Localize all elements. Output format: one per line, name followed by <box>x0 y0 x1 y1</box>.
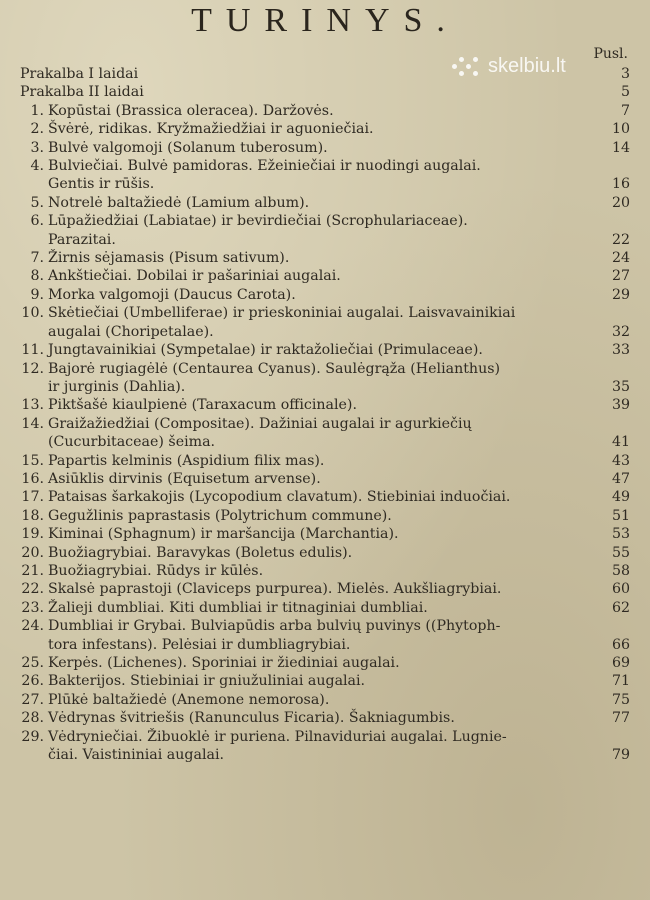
toc-entry-number: 10. <box>21 305 44 322</box>
toc-entry-number: 23. <box>21 599 44 616</box>
toc-entry-title <box>20 396 630 414</box>
toc-entry-title-line: Morka valgomoji (Daucus Carota). <box>48 286 296 303</box>
toc-entry-title-line: Buožiagrybiai. Rūdys ir kūlės. <box>48 562 264 579</box>
toc-entry-title <box>20 139 630 157</box>
toc-entry-page: 53 <box>611 526 630 543</box>
toc-entry-number: 29. <box>21 728 44 745</box>
page-column-label: Pusl. <box>593 46 628 62</box>
toc-entry-number: 17. <box>21 489 44 506</box>
toc-entry-title-line: augalai (Choripetalae). <box>48 323 214 340</box>
toc-entry-title <box>20 672 630 690</box>
toc-entry <box>20 525 630 543</box>
toc-entry-title-line: Vėdryniečiai. Žibuoklė ir puriena. Pilnaviduriai augalai. Lugnie- <box>48 728 507 745</box>
toc-entry-title <box>20 654 630 672</box>
toc-entry-page: 55 <box>611 544 630 561</box>
toc-entry-title-line: Parazitai. <box>48 231 116 248</box>
toc-entry <box>20 617 630 654</box>
toc-entry-number: 8. <box>30 268 44 285</box>
toc-entry-title-line: Skalsė paprastoji (Claviceps purpurea). Mielės. Aukšliagrybiai. <box>48 581 502 598</box>
toc-entry-page: 32 <box>611 323 630 340</box>
toc-entry <box>20 507 630 525</box>
toc-entry-title <box>20 507 630 525</box>
toc-entry-title <box>20 194 630 212</box>
toc-entry <box>20 396 630 414</box>
toc-entry-title-line: Notrelė baltažiedė (Lamium album). <box>48 194 310 211</box>
toc-entry <box>20 488 630 506</box>
toc-entry <box>20 267 630 285</box>
toc-entry <box>20 562 630 580</box>
toc-entry-title-line: Graižažiedžiai (Compositae). Dažiniai augalai ir agurkiečių <box>48 415 472 432</box>
toc-entry-number: 26. <box>21 673 44 690</box>
toc-entry <box>20 304 630 341</box>
toc-entry <box>20 65 630 83</box>
toc-entry-page: 60 <box>611 581 630 598</box>
toc-entry <box>20 212 630 249</box>
toc-entry-number: 20. <box>21 544 44 561</box>
toc-entry-page: 29 <box>611 286 630 303</box>
toc-entry-page: 62 <box>611 599 630 616</box>
toc-entry <box>20 83 630 101</box>
toc-entry <box>20 654 630 672</box>
toc-entry-number: 21. <box>21 562 44 579</box>
toc-entry-number: 11. <box>21 342 44 359</box>
toc-entry-title-line: Dumbliai ir Grybai. Bulviapūdis arba bulvių puvinys ((Phytoph- <box>48 618 501 635</box>
toc-entry-title-line: Bajorė rugiagėlė (Centaurea Cyanus). Saulėgrąža (Helianthus) <box>48 360 501 377</box>
toc-entry <box>20 709 630 727</box>
toc-entry <box>20 120 630 138</box>
toc-entry-title <box>20 415 630 452</box>
toc-entry-number: 16. <box>21 470 44 487</box>
toc-entry <box>20 470 630 488</box>
toc-entry-page: 33 <box>611 342 630 359</box>
toc-entry-title-line: ir jurginis (Dahlia). <box>48 378 186 395</box>
toc-entry-title <box>20 470 630 488</box>
toc-entry-page: 20 <box>611 194 630 211</box>
toc-entry-title-line: Gentis ir rūšis. <box>48 176 155 193</box>
toc-entry-title <box>20 452 630 470</box>
toc-entry-title-line: Gegužlinis paprastasis (Polytrichum commune). <box>48 507 392 524</box>
toc-entry-page: 22 <box>611 231 630 248</box>
toc-entry-number: 6. <box>30 213 44 230</box>
toc-entry-number: 25. <box>21 655 44 671</box>
toc-entry-number: 14. <box>21 415 44 432</box>
toc-entry-page: 75 <box>611 691 630 708</box>
toc-entry-title <box>20 488 630 506</box>
toc-entry-title-line: Kopūstai (Brassica oleracea). Daržovės. <box>48 102 334 119</box>
toc-entry-number: 13. <box>21 397 44 414</box>
toc-entry-page: 58 <box>611 562 630 579</box>
toc-entry <box>20 691 630 709</box>
table-of-contents <box>20 65 630 764</box>
toc-entry-title <box>20 728 630 765</box>
toc-entry <box>20 599 630 617</box>
toc-entry-number: 5. <box>30 194 44 211</box>
toc-entry-title-line: Asiūklis dirvinis (Equisetum arvense). <box>48 470 321 487</box>
toc-entry-title <box>20 617 630 654</box>
toc-entry <box>20 102 630 120</box>
toc-entry <box>20 194 630 212</box>
toc-entry-page: 66 <box>611 636 630 653</box>
toc-entry-title <box>20 544 630 562</box>
toc-entry-page: 51 <box>611 507 630 524</box>
toc-entry-title-line: Bulvė valgomoji (Solanum tuberosum). <box>48 139 328 156</box>
toc-entry-page: 7 <box>620 102 630 119</box>
toc-entry-number: 1. <box>30 102 44 119</box>
toc-entry-number: 4. <box>30 158 44 175</box>
toc-entry-title <box>20 286 630 304</box>
toc-entry-title <box>20 83 630 101</box>
toc-entry-title <box>20 599 630 617</box>
toc-entry-number: 9. <box>30 286 44 303</box>
toc-entry-title-line: Lūpažiedžiai (Labiatae) ir bevirdiečiai (Scrophulariaceae). <box>48 213 468 230</box>
toc-entry-title <box>20 691 630 709</box>
toc-entry-page: 35 <box>611 378 630 395</box>
watermark-text: skelbiu.lt <box>488 55 566 77</box>
toc-entry-number: 24. <box>21 618 44 635</box>
toc-entry-title-line: Bakterijos. Stiebiniai ir gniužuliniai augalai. <box>48 673 366 690</box>
toc-entry-number: 3. <box>30 139 44 156</box>
toc-entry-number: 2. <box>30 121 44 138</box>
toc-entry-title <box>20 709 630 727</box>
toc-entry-title <box>20 580 630 598</box>
page-title: TURINYS. <box>191 2 459 39</box>
toc-entry-title <box>20 562 630 580</box>
toc-entry-title <box>20 120 630 138</box>
toc-entry-title-line: Kerpės. (Lichenes). Sporiniai ir žiediniai augalai. <box>48 655 400 671</box>
toc-entry-title-line: Bulviečiai. Bulvė pamidoras. Ežeiniečiai ir nuodingi augalai. <box>48 158 481 175</box>
toc-entry <box>20 452 630 470</box>
toc-entry-title <box>20 360 630 397</box>
toc-entry-title-line: Prakalba II laidai <box>20 84 144 101</box>
toc-entry-page: 49 <box>611 489 630 506</box>
toc-entry-page: 3 <box>620 66 630 82</box>
toc-entry-number: 22. <box>21 581 44 598</box>
toc-entry-title-line: čiai. Vaistininiai augalai. <box>48 747 224 764</box>
toc-entry-title <box>20 341 630 359</box>
toc-entry-page: 16 <box>611 176 630 193</box>
toc-entry-number: 12. <box>21 360 44 377</box>
toc-entry-number: 28. <box>21 710 44 727</box>
toc-entry-title-line: Žalieji dumbliai. Kiti dumbliai ir titnaginiai dumbliai. <box>48 599 428 616</box>
toc-entry <box>20 580 630 598</box>
toc-entry-page: 77 <box>611 710 630 727</box>
toc-entry-title <box>20 267 630 285</box>
toc-entry-title <box>20 157 630 194</box>
toc-entry-page: 39 <box>611 397 630 414</box>
toc-entry <box>20 341 630 359</box>
toc-entry-title <box>20 212 630 249</box>
toc-entry-title-line: Papartis kelminis (Aspidium filix mas). <box>48 452 325 469</box>
toc-entry <box>20 249 630 267</box>
toc-entry <box>20 672 630 690</box>
toc-entry-page: 71 <box>611 673 630 690</box>
toc-entry-page: 24 <box>611 250 630 267</box>
toc-entry-number: 27. <box>21 691 44 708</box>
toc-entry-page: 41 <box>611 434 630 451</box>
toc-entry-title-line: (Cucurbitaceae) šeima. <box>48 434 216 451</box>
toc-entry <box>20 360 630 397</box>
toc-entry-page: 79 <box>611 747 630 764</box>
toc-entry-number: 7. <box>30 250 44 267</box>
toc-entry-page: 69 <box>611 655 630 671</box>
toc-entry-title-line: Prakalba I laidai <box>20 66 139 82</box>
toc-entry-page: 43 <box>611 452 630 469</box>
toc-entry-number: 19. <box>21 526 44 543</box>
toc-entry-title-line: Plūkė baltažiedė (Anemone nemorosa). <box>48 691 330 708</box>
toc-entry <box>20 544 630 562</box>
toc-entry <box>20 157 630 194</box>
toc-entry-title-line: tora infestans). Pelėsiai ir dumbliagrybiai. <box>48 636 351 653</box>
toc-entry-title-line: Švėrė, ridikas. Kryžmažiedžiai ir aguoniečiai. <box>48 121 374 138</box>
toc-entry-title-line: Piktšašė kiaulpienė (Taraxacum officinale). <box>48 397 357 414</box>
toc-entry-page: 47 <box>611 470 630 487</box>
toc-entry-title <box>20 249 630 267</box>
toc-entry-title <box>20 525 630 543</box>
toc-entry-number: 18. <box>21 507 44 524</box>
toc-entry-page: 27 <box>611 268 630 285</box>
toc-entry <box>20 286 630 304</box>
toc-entry-title-line: Pataisas šarkakojis (Lycopodium clavatum). Stiebiniai induočiai. <box>48 489 511 506</box>
toc-entry-title-line: Skėtiečiai (Umbelliferae) ir prieskoniniai augalai. Laisvavainikiai <box>48 305 516 322</box>
toc-entry-title-line: Kiminai (Sphagnum) ir maršancija (Marchantia). <box>48 526 399 543</box>
toc-entry <box>20 415 630 452</box>
toc-entry-title <box>20 304 630 341</box>
toc-entry-title-line: Jungtavainikiai (Sympetalae) ir raktažoliečiai (Primulaceae). <box>48 342 483 359</box>
toc-entry-title <box>20 102 630 120</box>
toc-entry-page: 5 <box>620 84 630 101</box>
toc-entry-title-line: Žirnis sėjamasis (Pisum sativum). <box>48 250 290 267</box>
toc-entry-title-line: Ankštiečiai. Dobilai ir pašariniai augalai. <box>48 268 341 285</box>
toc-entry-title <box>20 65 630 83</box>
toc-entry-number: 15. <box>21 452 44 469</box>
toc-entry-title-line: Vėdrynas švitriešis (Ranunculus Ficaria). Šakniagumbis. <box>48 710 455 727</box>
toc-entry-page: 10 <box>611 121 630 138</box>
toc-entry-page: 14 <box>611 139 630 156</box>
toc-entry-title-line: Buožiagrybiai. Baravykas (Boletus edulis). <box>48 544 353 561</box>
toc-entry <box>20 139 630 157</box>
toc-entry <box>20 728 630 765</box>
